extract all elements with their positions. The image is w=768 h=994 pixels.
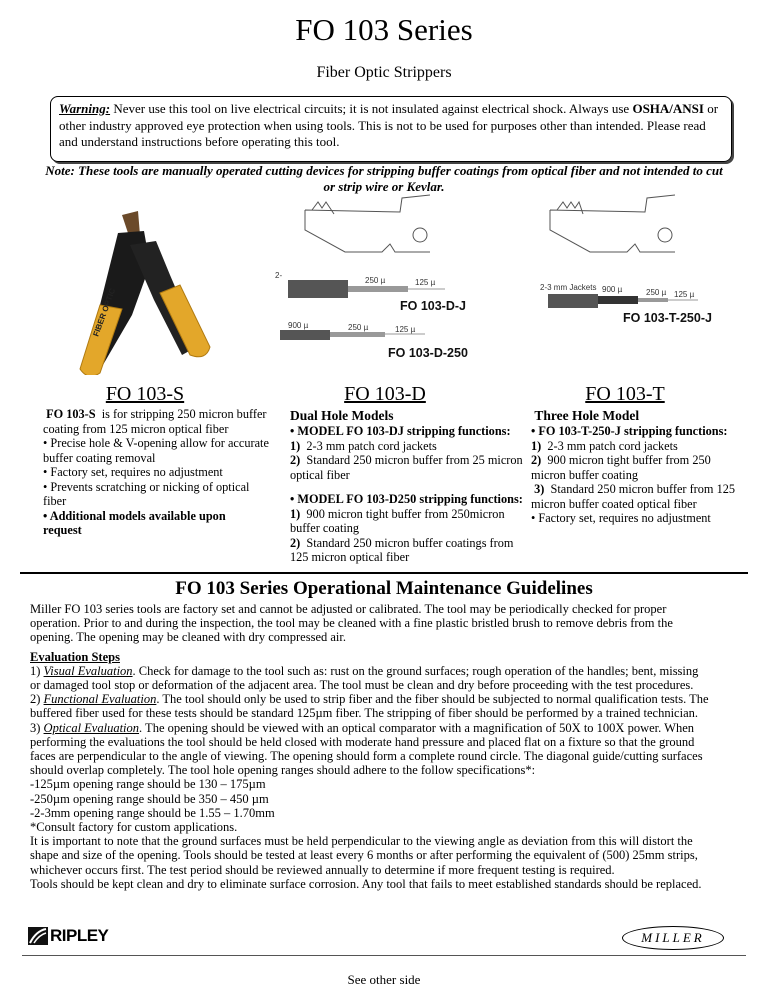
dual-hole-blade-diagram bbox=[300, 190, 430, 270]
warning-label: Warning: bbox=[59, 101, 111, 116]
num: 1) bbox=[290, 438, 301, 453]
dj-prefix-label: 2- bbox=[275, 271, 283, 280]
text-line: faces are perpendicular to the angle of viewing. The opening should form a complete round circle. The diagonal guide/cutting surfaces bbox=[30, 749, 703, 764]
text-line: should overlap completely. The tool hole opening ranges should adhere to the follow specifications*: bbox=[30, 763, 536, 778]
text-line: Tools should be kept clean and dry to eliminate surface corrosion. Any tool that fails to meet established standards should be replaced. bbox=[30, 876, 702, 891]
fo103-s-description bbox=[43, 407, 269, 538]
footer-divider bbox=[22, 955, 746, 956]
num: 3) bbox=[30, 720, 44, 735]
d250-900-label: 900 µ bbox=[288, 321, 309, 330]
heading-fo103-t: FO 103-T bbox=[585, 383, 665, 405]
three-hole-subheading: Three Hole Model bbox=[534, 408, 640, 423]
step-heading: Optical Evaluation bbox=[43, 720, 140, 735]
text-line: buffer coating removal bbox=[43, 450, 156, 465]
see-other-side: See other side bbox=[347, 972, 421, 987]
warning-osha: OSHA/ANSI bbox=[632, 101, 704, 116]
num: 1) bbox=[290, 506, 301, 521]
num: 2) bbox=[30, 692, 44, 707]
section-title: FO 103 Series Operational Maintenance Guidelines bbox=[175, 578, 593, 599]
text-line: request bbox=[43, 523, 82, 537]
text-line: 900 micron tight buffer from 250 bbox=[547, 453, 711, 467]
text-line: 2-3 mm patch cord jackets bbox=[547, 438, 678, 453]
text-line: 900 micron tight buffer from 250micron bbox=[306, 506, 505, 521]
ripley-swoosh-icon bbox=[28, 927, 48, 945]
page-subtitle: Fiber Optic Strippers bbox=[316, 64, 452, 81]
text-line: Standard 250 micron buffer from 125 bbox=[550, 482, 736, 496]
text-line: Standard 250 micron buffer coatings from bbox=[306, 535, 514, 550]
d250-125-label: 125 µ bbox=[395, 325, 416, 334]
warning-box bbox=[50, 96, 732, 162]
text-line: opening. The opening may be cleaned with dry compressed air. bbox=[30, 630, 346, 645]
text-line: coating from 125 micron optical fiber bbox=[43, 421, 229, 436]
text-line: • Precise hole & V-opening allow for accurate bbox=[43, 436, 269, 450]
t-125-label: 125 µ bbox=[674, 290, 695, 299]
section-divider bbox=[20, 572, 748, 574]
text-line: micron buffer coating bbox=[531, 467, 638, 482]
text-line: 125 micron optical fiber bbox=[290, 550, 410, 564]
text-line: is for stripping 250 micron buffer bbox=[101, 407, 267, 421]
three-hole-blade-diagram bbox=[545, 190, 675, 270]
spec-line: -2-3mm opening range should be 1.55 – 1.70mm bbox=[30, 805, 275, 820]
text-line: . Check for damage to the tool such as: rust on the ground surfaces; rough operation of the handles; bent, missing bbox=[132, 663, 699, 678]
text-line: • Factory set, requires no adjustment bbox=[531, 511, 711, 525]
text-line: fiber bbox=[43, 494, 67, 508]
text-line: operation. Prior to and during the inspection, the tool may be cleaned with a fine plastic bristled brush to remove debris from the bbox=[30, 616, 673, 631]
fiber-strip-diagram-three bbox=[538, 282, 748, 327]
num: 2) bbox=[290, 535, 301, 550]
note: Note: These tools are manually operated cutting devices for stripping buffer coatings from optical fiber and not intended to cut or strip wire or Kevlar. bbox=[45, 163, 723, 194]
num: 1) bbox=[30, 663, 44, 678]
num: 2) bbox=[290, 453, 301, 467]
spec-line: -125µm opening range should be 130 – 175µm bbox=[30, 777, 266, 792]
step-heading: Visual Evaluation bbox=[43, 663, 133, 678]
text-line: performing the evaluations the tool should be held closed with moderate hand pressure and placed flat on a fixture so that the ground bbox=[30, 734, 695, 749]
text-line: • MODEL FO 103-D250 stripping functions: bbox=[290, 492, 523, 506]
num: 3) bbox=[534, 482, 545, 496]
heading-fo103-s: FO 103-S bbox=[105, 383, 185, 405]
model-fo103-d-j-label: FO 103-D-J bbox=[400, 299, 466, 313]
text-line: or damaged tool stop or deformation of the adjacent area. The tool must be clean and dry before proceeding with the test procedures. bbox=[30, 678, 694, 693]
miller-logo-text: MILLER bbox=[641, 930, 705, 945]
text-line: • Factory set, requires no adjustment bbox=[43, 465, 223, 479]
text-line: 2-3 mm patch cord jackets bbox=[306, 438, 437, 453]
fiber-strip-diagrams-dual bbox=[270, 268, 490, 363]
text-line: whichever occurs first. The test period should be reviewed annually to determine if more frequent testing is required. bbox=[30, 862, 615, 877]
guidelines-body bbox=[30, 602, 750, 891]
dj-250-label: 250 µ bbox=[365, 276, 386, 285]
model-fo103-d-250-label: FO 103-D-250 bbox=[388, 346, 468, 360]
dj-125-label: 125 µ bbox=[415, 278, 436, 287]
text-line: . The opening should be viewed with an optical comparator with a magnification of 50X to 100X power. When bbox=[139, 720, 694, 735]
t-jackets-label: 2-3 mm Jackets bbox=[540, 283, 597, 292]
num: 2) bbox=[531, 453, 542, 467]
t-250-label: 250 µ bbox=[646, 288, 667, 297]
warning-text-1: Never use this tool on live electrical circuits; it is not insulated against electrical shock. Always use bbox=[110, 101, 633, 116]
ripley-logo-text: RIPLEY bbox=[50, 926, 109, 945]
evaluation-steps-heading: Evaluation Steps bbox=[30, 649, 120, 664]
t-900-label: 900 µ bbox=[602, 285, 623, 294]
fo103-t-description bbox=[531, 408, 735, 526]
warning-text-2: or other industry approved eye protection when using tools. This is not to be used for purposes other than intended. Please read and understand instructions before operating this tool. bbox=[59, 101, 719, 149]
text-line: optical fiber bbox=[290, 467, 350, 482]
dual-hole-subheading: Dual Hole Models bbox=[290, 408, 394, 423]
text-line: • Additional models available upon bbox=[43, 508, 226, 523]
ripley-logo bbox=[28, 926, 108, 946]
fo103-s-lead: FO 103-S bbox=[46, 407, 96, 421]
spec-line: *Consult factory for custom applications. bbox=[30, 820, 238, 835]
fo103-d-description bbox=[290, 408, 523, 565]
page-title: FO 103 Series bbox=[295, 12, 473, 47]
text-line: . The tool should only be used to strip fiber and the fiber should be subjected to normal qualification tests. The bbox=[156, 692, 709, 707]
text-line: Miller FO 103 series tools are factory set and cannot be adjusted or calibrated. The tool may be periodically checked for proper bbox=[30, 602, 667, 616]
text-line: It is important to note that the ground surfaces must be held perpendicular to the viewing angle as deviation from this will distort the bbox=[30, 834, 693, 849]
miller-logo bbox=[622, 926, 724, 950]
text-line: • MODEL FO 103-DJ stripping functions: bbox=[290, 424, 511, 438]
text-line: buffer coating bbox=[290, 521, 360, 535]
tool-brand-label: FIBER OPTIC bbox=[91, 286, 118, 338]
model-fo103-t-250-j-label: FO 103-T-250-J bbox=[623, 311, 712, 325]
num: 1) bbox=[531, 438, 542, 453]
d250-250-label: 250 µ bbox=[348, 323, 369, 332]
text-line: shape and size of the opening. Tools should be tested at least every 6 months or after performing the equivalent of (500) 25mm strips, bbox=[30, 848, 698, 863]
heading-fo103-d: FO 103-D bbox=[344, 383, 426, 405]
text-line: micron buffer coated optical fiber bbox=[531, 496, 697, 511]
text-line: • Prevents scratching or nicking of optical bbox=[43, 479, 250, 494]
spec-line: -250µm opening range should be 350 – 450 µm bbox=[30, 791, 269, 806]
step-heading: Functional Evaluation bbox=[43, 692, 157, 707]
text-line: buffered fiber used for these tests should be standard 125µm fiber. The stripping of fiber should be performed by a trained technician. bbox=[30, 706, 699, 721]
fo103s-tool-image bbox=[60, 205, 240, 375]
text-line: Standard 250 micron buffer from 25 micron bbox=[306, 453, 523, 467]
text-line: • FO 103-T-250-J stripping functions: bbox=[531, 424, 728, 438]
